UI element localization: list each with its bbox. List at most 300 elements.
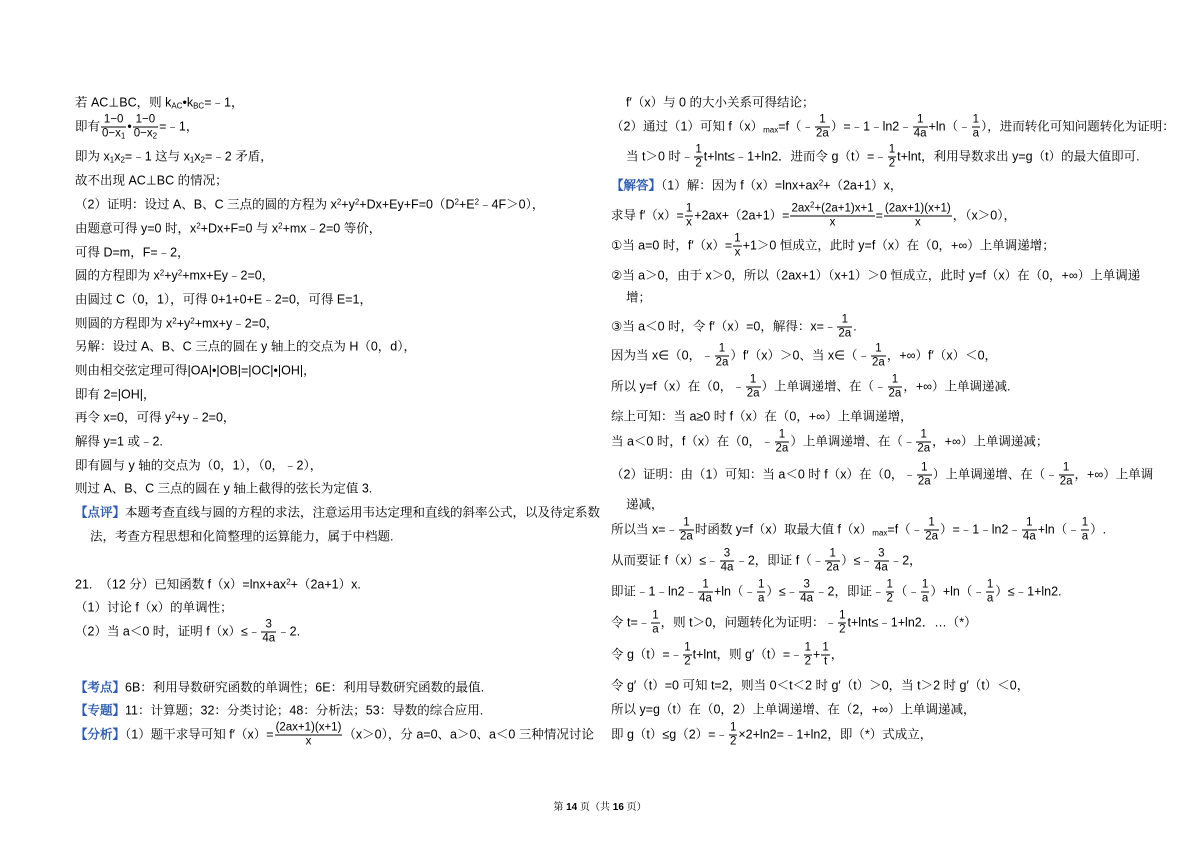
left-column [75,0,600,848]
subscript: max [763,125,779,135]
fraction [790,200,874,230]
fraction [746,374,761,401]
fraction-numerator [101,114,126,128]
text-run: 当 a＜0 时，f（x）在（0，﹣ [611,434,774,449]
superscript: 2 [159,268,165,278]
text-run: （2）证明：设过 A、B、C 三点的圆的方程为 x [75,197,337,212]
text-run: 2ax [791,202,811,215]
fraction-denominator [917,476,932,489]
text-run: +(2a+1)x+1 [814,202,874,215]
text-run: ，（x＞0）， [952,208,1016,223]
fraction [651,610,659,637]
superscript: 2 [196,221,201,231]
fraction-denominator [720,562,735,575]
fraction-denominator [1081,531,1089,544]
text-run: 2a [775,442,789,455]
left-line [75,577,361,594]
superscript: 2 [286,577,291,587]
text-run: 则圆的方程即为 x [75,316,173,331]
text-run: ）=﹣1﹣ln2﹣ [939,522,1021,537]
text-run: 则由相交弦定理可得|OA|•|OB|=|OC|•|OH|， [75,363,316,378]
text-run: ②当 a＞0，由于 x＞0，所以（2ax+1）（x+1）＞0 恒成立，此时 y=f（x）在（0，+∞）上单调递 [611,268,1141,283]
fraction [101,114,126,141]
text-run: ）. [1090,522,1107,537]
text-run: x [829,216,836,229]
text-run: （2）通过（1）可知 f（x） [611,119,764,134]
fraction [757,579,765,606]
text-run: 1 [804,641,812,654]
fraction-denominator [733,247,741,260]
text-run: =﹣1 这与 x [124,149,190,164]
text-run: 则过 A、B、C 三点的圆在 y 轴上截得的弦长为定值 3. [75,481,373,496]
text-run: 1 [986,578,994,591]
text-run: =f（﹣ [887,522,924,537]
fraction-denominator [133,128,158,141]
fraction [715,343,730,370]
right-line [611,233,1055,260]
fraction-numerator [871,343,886,357]
text-run: ）≤﹣ [841,553,873,568]
fraction [685,203,693,230]
text-run: 1 [757,578,765,591]
right-line [611,343,997,370]
fraction-numerator [683,642,691,656]
fraction-numerator [757,579,765,593]
fraction-denominator [874,562,889,575]
text-run: 1 [921,461,928,474]
right-line [611,409,913,426]
text-run: 4a [800,592,814,605]
text-run: （1）题干求导可知 f′（x）= [125,727,274,742]
text-run: 21. （12 分）已知函数 f（x）=lnx+ax [75,577,287,592]
text-run: 1 [749,373,757,386]
text-run: 1 [928,516,935,529]
fraction-numerator [261,619,276,633]
left-line [75,173,228,190]
left-line [75,114,198,141]
fraction-numerator [986,579,994,593]
text-run: 3 [265,618,272,631]
left-line [75,292,372,309]
text-run: t+lnt，则 g′（t）=﹣ [692,647,803,662]
text-run: 圆的方程即为 x [75,268,160,283]
subscript: 1 [109,155,115,165]
text-run: (2ax+1)(x+1) [884,202,951,215]
left-line [75,245,190,262]
text-run: 1 [829,547,836,560]
text-run: ）≤﹣1+ln2. [995,584,1062,599]
text-run: 1 [839,609,846,622]
text-run: ， [830,647,844,662]
fraction-numerator [1059,462,1074,476]
text-run: 4a [1022,530,1036,543]
text-run: 2 [888,157,896,170]
text-run: 求导 f′（x）= [611,208,684,223]
right-line [611,429,1048,456]
fraction-denominator [916,443,931,456]
text-run: 1 [891,373,899,386]
fraction [775,429,790,456]
text-run: 1 [683,516,690,529]
text-run: ，+∞）上单调递减； [932,434,1049,449]
fraction-numerator [685,203,693,217]
fraction-numerator [821,642,829,656]
fraction [888,374,903,401]
fraction [694,144,702,171]
text-run: 2a [1059,475,1073,488]
right-line [611,702,976,719]
right-line [611,114,1175,141]
text-run: 4a [913,127,927,140]
footer-middle: 页（共 [577,802,613,813]
text-run: ﹣2， [889,553,922,568]
right-line [626,144,1140,171]
superscript: 2 [474,197,480,207]
text-run: 0−x [133,127,153,140]
superscript: 2 [172,316,177,326]
text-run: 6B：利用导数研究函数的单调性；6E：利用导数研究函数的最值. [125,680,485,695]
superscript: 2 [190,316,195,326]
subscript: max [872,528,888,538]
superscript: 2 [177,268,183,278]
text-run: t+lnt≤﹣1+ln2．进而令 g（t）=﹣ [703,149,887,164]
text-run: 即证﹣1﹣ln2﹣ [611,584,698,599]
fraction [815,114,830,141]
fraction [986,579,994,606]
text-run: • [127,119,132,134]
text-run: 3 [878,547,885,560]
text-run: x [194,149,201,164]
fraction-denominator [685,217,693,230]
text-run: x [914,216,921,229]
text-run: 1 [729,721,737,734]
right-line [626,290,651,307]
fraction [683,642,691,669]
text-run: 令 g′（t）=0 可知 t=2，则当 0＜t＜2 时 g′（t）＞0，当 t＞2 时 g′（t）＜0， [611,678,1030,693]
fraction [275,722,343,749]
text-run: 即 g（t）≤g（2）=﹣ [611,727,728,742]
text-run: a [972,127,979,140]
text-run: （x＞0），分 a=0、a＞0、a＜0 三种情况讨论 [343,727,594,742]
text-run: a [652,623,659,636]
text-run: +y [164,268,178,283]
text-run: 1−0 [135,113,156,126]
text-run: +y﹣2=0， [175,410,236,425]
fraction-numerator [790,200,874,217]
left-line [75,434,163,451]
text-run: . [853,319,857,334]
fraction-denominator [757,593,765,606]
text-run: +2ax+（2a+1）= [694,208,790,223]
text-run: ）+ln（﹣ [930,584,985,599]
superscript: 2 [354,197,360,207]
text-run: 1 [886,578,893,591]
text-run: a [757,592,765,605]
fraction [913,114,928,141]
right-line [611,722,932,749]
right-line [611,314,857,341]
fraction-denominator [804,656,812,669]
text-run: 1 [702,578,709,591]
text-run: 时函数 y=f（x）取最大值 f（x） [694,522,873,537]
fraction-numerator [917,462,932,476]
text-run: 2a [680,530,693,543]
fraction [733,233,741,260]
left-line [75,197,544,214]
section-label: 【分析】 [75,727,126,742]
right-line [611,517,1106,544]
left-line [75,722,594,749]
fraction-denominator [651,624,659,637]
fraction [261,619,276,646]
fraction-numerator [729,722,737,736]
footer-current-page: 14 [566,802,578,813]
fraction-numerator [275,722,343,736]
text-run: 1 [916,113,924,126]
page-footer [0,801,1200,815]
fraction [838,610,846,637]
left-line [75,505,600,522]
fraction-numerator [775,429,790,443]
fraction-denominator [821,656,829,669]
text-run: 增； [626,290,652,305]
text-run: ）上单调递增、在（﹣ [761,379,887,394]
fraction-denominator [101,128,126,141]
left-line [75,600,233,617]
text-run: 法，考查方程思想和化简整理的运算能力，属于中档题. [90,529,394,544]
text-run: 2 [886,592,893,605]
fraction-denominator [871,357,886,370]
fraction [799,579,814,606]
fraction-denominator [825,562,840,575]
fraction-numerator [921,579,929,593]
text-run: ），进而转化可知问题转化为证明： [980,119,1175,134]
fraction-denominator [837,328,852,341]
left-line [75,316,278,333]
fraction [874,548,889,575]
fraction [133,114,158,141]
left-line [75,95,243,112]
text-run: 2 [729,735,737,748]
subscript: 1 [189,155,195,165]
fraction [821,642,829,669]
fraction [825,548,840,575]
left-line [75,221,381,238]
superscript: 2 [336,197,342,207]
text-run: （2）当 a＜0 时，证明 f（x）≤﹣ [75,624,261,639]
fraction-numerator [651,610,659,624]
text-run: 1−0 [103,113,124,126]
fraction-numerator [679,517,694,531]
right-line [611,200,1016,230]
text-run: ﹣4F＞0）， [479,197,545,212]
right-line [611,610,977,637]
text-run: +ln（﹣ [713,584,756,599]
fraction [972,114,980,141]
text-run: 1 [778,428,786,441]
fraction-denominator [884,217,952,230]
fraction [1059,462,1074,489]
left-line [90,529,393,546]
text-run: ﹣2. [277,624,301,639]
text-run: ﹣2，即证﹣ [815,584,885,599]
fraction [720,548,735,575]
fraction-numerator [1081,517,1089,531]
fraction-denominator [679,531,694,544]
text-run: a [921,592,929,605]
text-run: =f（﹣ [778,119,815,134]
fraction-denominator [888,388,903,401]
text-run: = [875,208,883,223]
fraction [886,579,894,606]
fraction-numerator [972,114,980,128]
text-run: ，则 t＞0，问题转化为证明：﹣ [660,615,838,630]
fraction-denominator [986,593,994,606]
fraction-numerator [720,548,735,562]
fraction-denominator [275,736,343,749]
footer-total-pages: 16 [612,802,624,813]
section-label: 【专题】 [75,703,126,718]
fraction [884,203,952,230]
text-run: 由圆过 C（0，1），可得 0+1+0+E﹣2=0，可得 E=1， [75,292,372,307]
fraction-denominator [815,128,830,141]
fraction-denominator [924,531,939,544]
left-line [75,363,316,380]
text-run: +E [458,197,475,212]
fraction-numerator [799,579,814,593]
text-run: f′（x）与 0 的大小关系可得结论； [626,95,815,110]
left-line [75,703,483,720]
text-run: ）上单调递增、在（﹣ [790,434,916,449]
text-run: x [686,216,692,229]
right-line [611,178,902,195]
text-run: 再令 x=0，可得 y [75,410,172,425]
fraction-numerator [884,203,952,217]
fraction-denominator [715,357,730,370]
text-run: t [823,655,828,668]
fraction-denominator [729,736,737,749]
right-line [611,579,1062,606]
text-run: ①当 a=0 时，f′（x）= [611,238,733,253]
text-run: 1 [875,342,882,355]
text-run: 4a [262,632,276,645]
text-run: ﹣2，即证 f（﹣ [735,553,825,568]
subscript: 2 [120,155,125,165]
fraction [837,314,852,341]
text-run: （1）解：因为 f（x）=lnx+ax [661,178,819,193]
text-run: +y [176,316,191,331]
text-run: 1 [841,313,848,326]
text-run: +1＞0 恒成立，此时 y=f（x）在（0，+∞）上单调递增； [742,238,1055,253]
text-run: 可得 D=m，F=﹣2， [75,245,190,260]
text-run: (2ax+1)(x+1) [275,721,342,734]
fraction-numerator [694,144,702,158]
text-run: 1 [822,641,829,654]
text-run: 2a [872,356,885,369]
fraction-numerator [916,429,931,443]
fraction-denominator [972,128,980,141]
right-column [611,0,1191,848]
fraction-numerator [837,314,852,328]
text-run: =﹣2 矛盾， [205,149,273,164]
text-run: +ln（﹣ [928,119,971,134]
text-run: 1 [695,143,702,156]
text-run: 2a [917,442,931,455]
text-run: 2a [917,475,931,488]
fraction-denominator [683,656,691,669]
text-run: 4a [874,561,888,574]
section-label: 【解答】 [611,178,662,193]
fraction [924,517,939,544]
fraction [698,579,713,606]
fraction-numerator [733,233,741,247]
text-run: ×2+ln2=﹣1+ln2，即（*）式成立， [738,727,933,742]
fraction-numerator [888,144,896,158]
text-run: 1 [888,143,896,156]
subscript: AC [171,101,183,111]
text-run: 由题意可得 y=0 时，x [75,221,197,236]
fraction [1022,517,1037,544]
text-run: +mx+y﹣2=0， [194,316,279,331]
text-run: 1 [684,641,691,654]
fraction [1081,517,1089,544]
left-line [75,387,155,404]
text-run: t+lnt，利用导数求出 y=g（t）的最大值即可. [897,149,1140,164]
left-line [75,458,322,475]
text-run: 令 g（t）=﹣ [611,647,683,662]
left-line [75,268,274,285]
fraction-numerator [924,517,939,531]
fraction [871,343,886,370]
text-run: 1 [819,113,826,126]
fraction-denominator [1022,531,1037,544]
fraction-denominator [694,158,702,171]
text-run: 1 [920,428,927,441]
text-run: 1 [685,202,693,215]
text-run: ）上单调递增、在（﹣ [932,467,1058,482]
superscript: 2 [454,197,459,207]
text-run: 2 [684,655,691,668]
fraction [729,722,737,749]
fraction-numerator [874,548,889,562]
text-run: 所以当 x=﹣ [611,522,679,537]
text-run: （2）证明：由（1）可知：当 a＜0 时 f（x）在（0，﹣ [611,467,916,482]
fraction-denominator [746,388,761,401]
text-run: （1）讨论 f（x）的单调性； [75,600,233,615]
text-run: 1 [972,113,979,126]
text-run: 2a [816,127,829,140]
fraction-numerator [715,343,730,357]
text-run: +ln（﹣ [1037,522,1080,537]
text-run: 从而要证 f（x）≤﹣ [611,553,719,568]
text-run: 2a [826,561,840,574]
right-line [611,548,922,575]
text-run: 2 [695,157,702,170]
fraction-numerator [133,114,158,128]
text-run: 本题考查直线与圆的方程的求法，注意运用韦达定理和直线的斜率公式，以及待定系数 [125,505,601,520]
text-run: t+lnt≤﹣1+ln2．…（*） [847,615,977,630]
fraction-numerator [804,642,812,656]
text-run: +y [341,197,355,212]
text-run: 递减， [626,497,664,512]
right-line [611,268,1140,285]
fraction-numerator [746,374,761,388]
superscript: 2 [810,200,815,210]
text-run: 2a [838,327,852,340]
fraction-denominator [1059,476,1074,489]
text-run: ）f′（x）＞0、当 x∈（﹣ [730,348,871,363]
text-run: +（2a+1）x， [823,178,903,193]
